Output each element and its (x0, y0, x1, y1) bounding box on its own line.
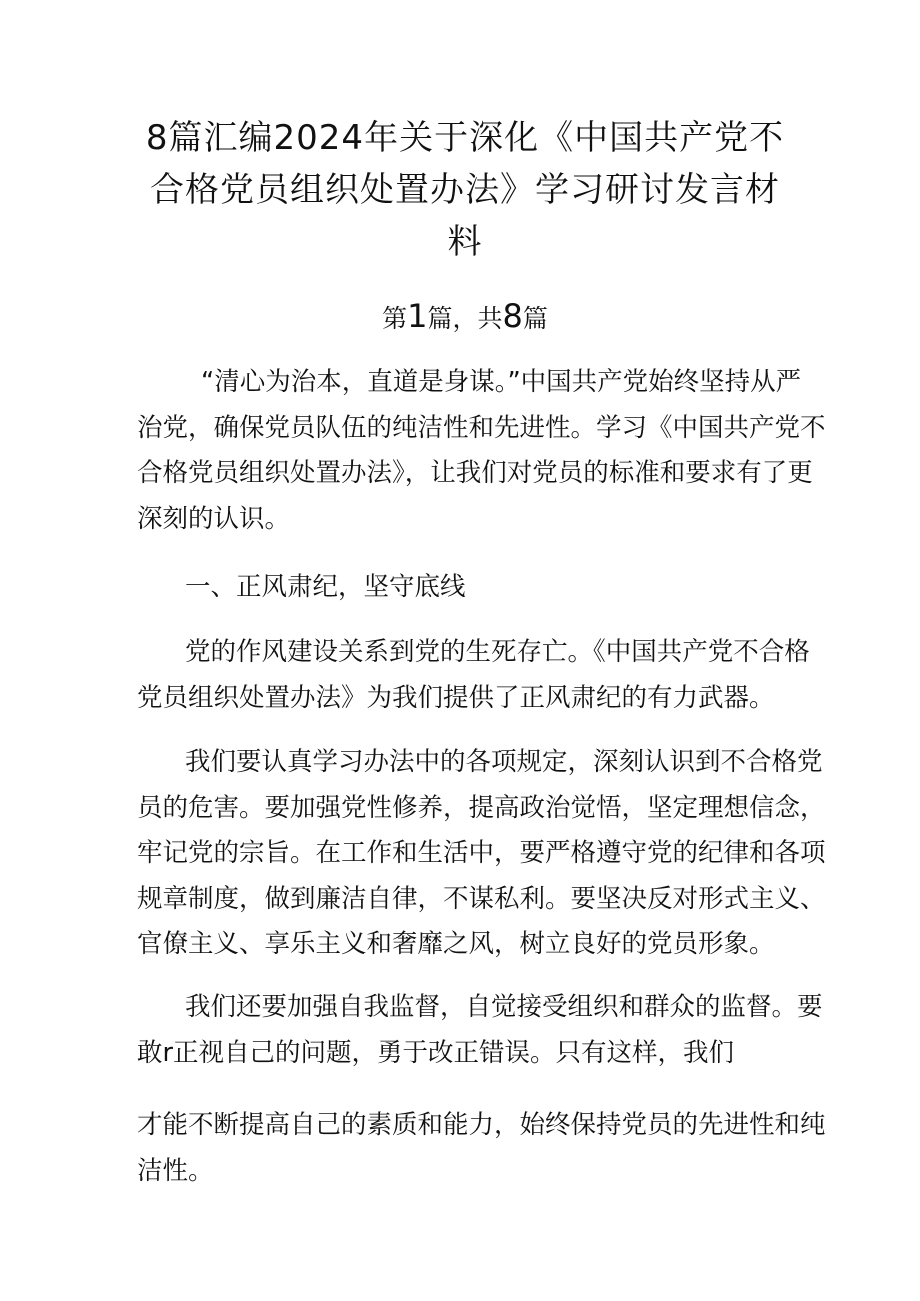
part-suffix: 篇 (522, 304, 548, 333)
paragraph (137, 740, 826, 968)
text-line: 合格党员组织处置办法》，让我们对党员的标准和要求有了更 (137, 458, 813, 488)
text-line: “清心为治本，直道是身谋。”中国共产党始终坚持从严 (201, 367, 802, 397)
text-line: 洁性。 (137, 1155, 214, 1186)
document-title (140, 112, 790, 268)
text-line: 深刻的认识。 (137, 503, 291, 534)
text-line: 党的作风建设关系到党的生死存亡。《中国共产党不合格 (185, 637, 810, 667)
part-prefix: 第 (382, 304, 408, 333)
text-line: 我们要认真学习办法中的各项规定，深刻认识到不合格党 (185, 747, 823, 777)
text-line: 员的危害。要加强党性修养，提高政治觉悟，坚定理想信念， (137, 792, 826, 823)
title-line: 合格党员组织处置办法》学习研讨发言材 (150, 170, 780, 210)
text-line: 敢r正视自己的问题，勇于改正错误。只有这样，我们 (137, 1037, 734, 1068)
paragraph (137, 1103, 826, 1194)
part-indicator (140, 296, 790, 339)
paragraph-intro (137, 360, 826, 542)
text-line: 官僚主义、享乐主义和奢靡之风，树立良好的党员形象。 (137, 929, 775, 959)
text-line: 党员组织处置办法》为我们提供了正风肃纪的有力武器。 (137, 682, 775, 713)
paragraph (137, 985, 823, 1076)
text-line: 才能不断提高自己的素质和能力，始终保持党员的先进性和纯 (137, 1110, 826, 1140)
title-line: 料 (447, 222, 483, 262)
text-line: 牢记党的宗旨。在工作和生活中，要严格遵守党的纪律和各项 (137, 838, 826, 868)
part-total: 8 (502, 297, 523, 335)
part-middle: 篇，共 (427, 304, 503, 333)
paragraph (137, 630, 810, 721)
title-line: 8篇汇编2024年关于深化《中国共产党不 (145, 118, 785, 158)
section-heading (137, 565, 797, 611)
heading-text: 一、正风肃纪，坚守底线 (185, 572, 466, 602)
text-line: 治党，确保党员队伍的纯洁性和先进性。学习《中国共产党不 (137, 412, 826, 443)
part-number: 1 (407, 297, 428, 335)
text-line: 规章制度，做到廉洁自律，不谋私利。要坚决反对形式主义、 (137, 883, 826, 914)
text-line: 我们还要加强自我监督，自觉接受组织和群众的监督。要 (185, 992, 823, 1022)
